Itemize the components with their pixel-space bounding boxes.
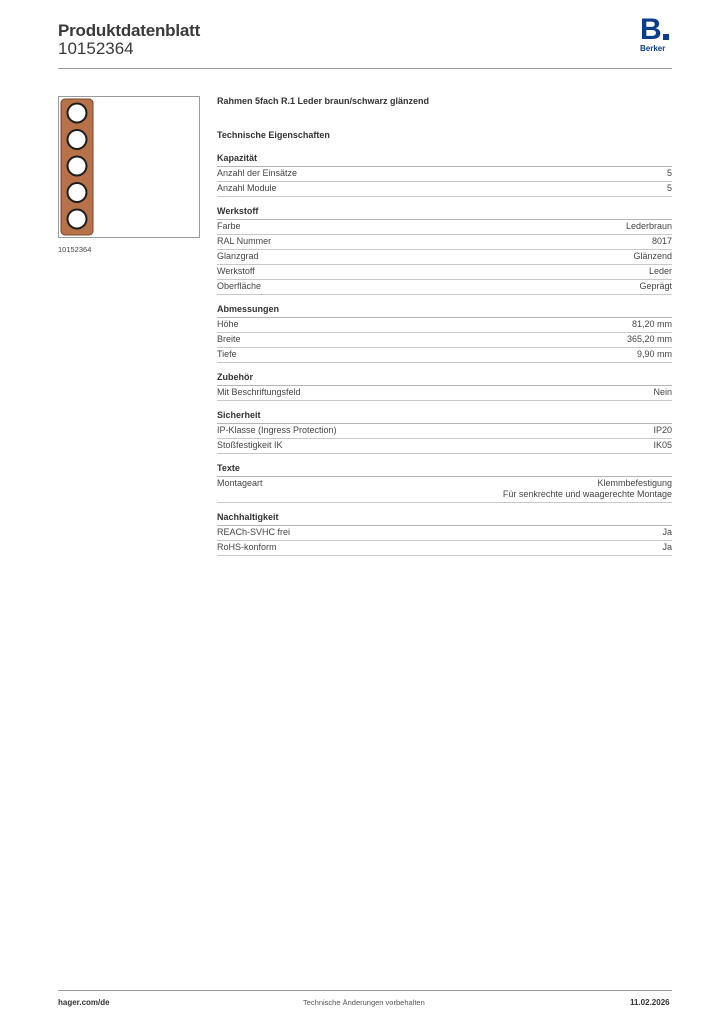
- spec-label: Stoßfestigkeit IK: [217, 440, 283, 450]
- spec-label: RAL Nummer: [217, 236, 272, 246]
- spec-value-line: 9,90 mm: [636, 349, 672, 359]
- logo-name: Berker: [640, 44, 666, 53]
- spec-row: [217, 541, 672, 556]
- footer-divider: [58, 990, 672, 991]
- spec-value: [662, 527, 672, 538]
- spec-value-line: 5: [666, 168, 672, 178]
- spec-row: [217, 265, 672, 280]
- spec-label: Anzahl der Einsätze: [217, 168, 298, 178]
- spec-value: [633, 251, 672, 262]
- spec-value-line: IK05: [653, 440, 672, 450]
- spec-label: Montageart: [217, 478, 263, 488]
- spec-section: [217, 206, 672, 295]
- spec-value-line: 8017: [651, 236, 672, 246]
- spec-value: [627, 334, 672, 345]
- insert-opening: [69, 131, 86, 148]
- spec-row: [217, 439, 672, 454]
- page-title: Produktdatenblatt: [58, 21, 201, 40]
- spec-label: Breite: [217, 334, 241, 344]
- section-title: Sicherheit: [217, 410, 672, 424]
- spec-value-line: 81,20 mm: [631, 319, 672, 329]
- footer-date: 11.02.2026: [630, 998, 670, 1007]
- spec-value-line: Leder: [648, 266, 672, 276]
- article-number: 10152364: [58, 39, 134, 58]
- spec-section: [217, 512, 672, 556]
- spec-row: [217, 348, 672, 363]
- spec-label: IP-Klasse (Ingress Protection): [217, 425, 337, 435]
- insert-opening: [69, 105, 86, 122]
- spec-section: [217, 372, 672, 401]
- spec-label: Farbe: [217, 221, 241, 231]
- spec-label: Mit Beschriftungsfeld: [217, 387, 301, 397]
- spec-row: [217, 318, 672, 333]
- section-title: Kapazität: [217, 153, 672, 167]
- section-title: Abmessungen: [217, 304, 672, 318]
- footer-website[interactable]: hager.com/de: [58, 998, 110, 1007]
- spec-value-line: Ja: [662, 542, 672, 552]
- spec-sections: [217, 153, 672, 556]
- product-name: Rahmen 5fach R.1 Leder braun/schwarz glänzend: [217, 96, 430, 106]
- spec-label: Glanzgrad: [217, 251, 259, 261]
- spec-value: [503, 478, 672, 500]
- spec-row: [217, 250, 672, 265]
- spec-value: [653, 425, 672, 436]
- spec-value-line: Für senkrechte und waagerechte Montage: [502, 489, 672, 499]
- spec-label: Oberfläche: [217, 281, 262, 291]
- spec-value-line: Geprägt: [639, 281, 672, 291]
- spec-value: [649, 266, 672, 277]
- spec-label: REACh-SVHC frei: [217, 527, 291, 537]
- section-title: Nachhaltigkeit: [217, 512, 672, 526]
- insert-opening: [69, 211, 86, 228]
- footer-disclaimer: Technische Änderungen vorbehalten: [303, 998, 425, 1007]
- insert-opening: [69, 184, 86, 201]
- spec-value-line: Glänzend: [633, 251, 672, 261]
- content-area: [217, 96, 672, 556]
- spec-value: [626, 221, 672, 232]
- spec-value: [667, 183, 672, 194]
- logo-dot: [663, 34, 669, 40]
- berker-logo: [636, 13, 676, 54]
- spec-label: Werkstoff: [217, 266, 255, 276]
- spec-value: [637, 349, 672, 360]
- spec-value: [632, 319, 672, 330]
- spec-row: [217, 220, 672, 235]
- spec-value: [653, 387, 672, 398]
- spec-row: [217, 167, 672, 182]
- spec-value-line: Ja: [662, 527, 672, 537]
- header-divider: [58, 68, 672, 69]
- spec-label: Höhe: [217, 319, 239, 329]
- spec-value-line: Klemmbefestigung: [597, 478, 672, 488]
- spec-value-line: 365,20 mm: [626, 334, 672, 344]
- section-title: Texte: [217, 463, 672, 477]
- spec-section: [217, 304, 672, 363]
- spec-row: [217, 386, 672, 401]
- spec-row: [217, 235, 672, 250]
- tech-properties-heading: Technische Eigenschaften: [217, 130, 330, 140]
- spec-value: [652, 236, 672, 247]
- spec-value-line: Nein: [653, 387, 672, 397]
- spec-row: [217, 182, 672, 197]
- spec-value: [653, 440, 672, 451]
- spec-row: [217, 333, 672, 348]
- spec-section: [217, 463, 672, 503]
- spec-value: [662, 542, 672, 553]
- spec-row: [217, 526, 672, 541]
- spec-label: Anzahl Module: [217, 183, 277, 193]
- section-title: Zubehör: [217, 372, 672, 386]
- insert-opening: [69, 158, 86, 175]
- spec-value: [667, 168, 672, 179]
- image-caption: 10152364: [58, 245, 92, 254]
- product-image: [58, 96, 200, 238]
- spec-value: [639, 281, 672, 292]
- section-title: Werkstoff: [217, 206, 672, 220]
- spec-section: [217, 153, 672, 197]
- spec-label: Tiefe: [217, 349, 237, 359]
- logo-letter: B: [640, 13, 662, 46]
- spec-value-line: Lederbraun: [625, 221, 672, 231]
- spec-row: [217, 280, 672, 295]
- spec-label: RoHS-konform: [217, 542, 277, 552]
- spec-row: [217, 477, 672, 503]
- spec-value-line: 5: [666, 183, 672, 193]
- frame-illustration: [59, 97, 199, 237]
- spec-value-line: IP20: [653, 425, 672, 435]
- spec-row: [217, 424, 672, 439]
- spec-section: [217, 410, 672, 454]
